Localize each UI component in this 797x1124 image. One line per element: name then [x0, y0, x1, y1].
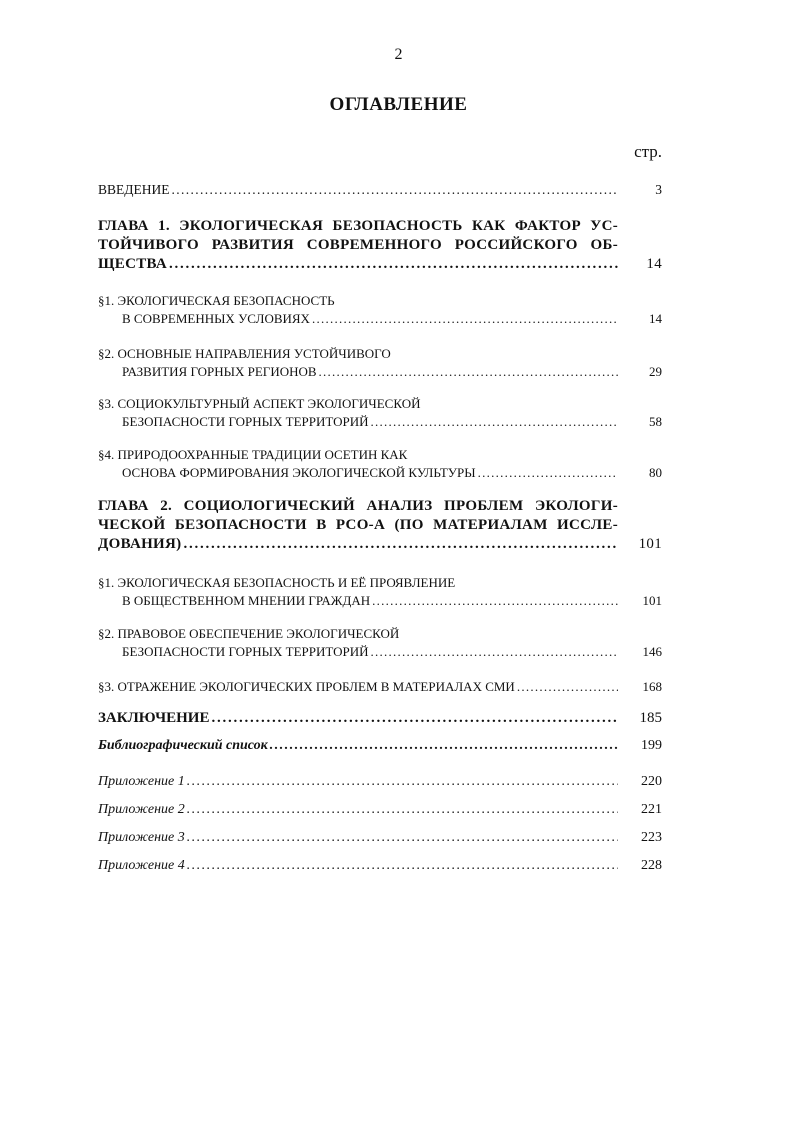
toc-page-number: 14: [649, 311, 662, 326]
toc-entry-title: §3. ОТРАЖЕНИЕ ЭКОЛОГИЧЕСКИХ ПРОБЛЕМ В МАТЕРИАЛАХ СМИ: [98, 679, 515, 694]
dot-leader: [185, 857, 618, 875]
toc-entry-bibliography[interactable]: [98, 737, 662, 755]
toc-page-number: 58: [649, 414, 662, 429]
toc-page-number: 29: [649, 364, 662, 379]
toc-page-number: 101: [638, 536, 662, 552]
toc-page-number: 185: [639, 710, 662, 726]
dot-leader: [169, 181, 618, 199]
toc-entry-line: ГЛАВА 1. ЭКОЛОГИЧЕСКАЯ БЕЗОПАСНОСТЬ КАК ФАКТОР УС-: [98, 218, 618, 234]
toc-entry-ch1-section-4[interactable]: [98, 446, 662, 482]
toc-entry-line: §2. ПРАВОВОЕ ОБЕСПЕЧЕНИЕ ЭКОЛОГИЧЕСКОЙ: [98, 626, 400, 641]
toc-entry-ch1-section-1[interactable]: [98, 292, 662, 328]
toc-entry-line: ЧЕСКОЙ БЕЗОПАСНОСТИ В РСО-А (ПО МАТЕРИАЛАМ ИССЛЕ-: [98, 517, 618, 533]
toc-page-number: 223: [641, 830, 662, 845]
toc-entry-title: Приложение 3: [98, 830, 185, 845]
dot-leader: [185, 829, 618, 847]
toc-entry-appendix-1[interactable]: [98, 773, 662, 791]
toc-page-number: 3: [655, 182, 662, 197]
toc-entry-title: ЩЕСТВА: [98, 256, 168, 272]
dot-leader: [370, 592, 618, 610]
dot-leader: [268, 737, 618, 755]
toc-entry-ch1-section-2[interactable]: [98, 345, 662, 381]
toc-entry-chapter-1[interactable]: [98, 217, 662, 274]
toc-entry-title: Приложение 1: [98, 774, 185, 789]
toc-entry-title: РАЗВИТИЯ ГОРНЫХ РЕГИОНОВ: [122, 364, 317, 379]
toc-entry-title: ДОВАНИЯ): [98, 536, 182, 552]
toc-entry-title: ВВЕДЕНИЕ: [98, 182, 170, 197]
toc-entry-line: §4. ПРИРОДООХРАННЫЕ ТРАДИЦИИ ОСЕТИН КАК: [98, 447, 408, 462]
page-number: 2: [394, 46, 403, 63]
toc-entry-title: В ОБЩЕСТВЕННОМ МНЕНИИ ГРАЖДАН: [122, 593, 371, 608]
dot-leader: [185, 773, 618, 791]
toc-entry-title: ОСНОВА ФОРМИРОВАНИЯ ЭКОЛОГИЧЕСКОЙ КУЛЬТУРЫ: [122, 465, 476, 480]
toc-entry-appendix-2[interactable]: [98, 801, 662, 819]
toc-page-number: 101: [642, 593, 662, 608]
dot-leader: [369, 413, 618, 431]
dot-leader: [185, 801, 618, 819]
toc-entry-line: §1. ЭКОЛОГИЧЕСКАЯ БЕЗОПАСНОСТЬ И ЕЁ ПРОЯВЛЕНИЕ: [98, 575, 456, 590]
dot-leader: [515, 678, 618, 696]
toc-entry-line: ТОЙЧИВОГО РАЗВИТИЯ СОВРЕМЕННОГО РОССИЙСКОГО ОБ-: [98, 237, 618, 253]
toc-entry-chapter-2[interactable]: [98, 497, 662, 554]
toc-page-number: 221: [641, 802, 662, 817]
toc-entry-title: Приложение 2: [98, 802, 185, 817]
toc-entry-ch1-section-3[interactable]: [98, 395, 662, 431]
dot-leader: [209, 709, 618, 727]
toc-entry-line: ГЛАВА 2. СОЦИОЛОГИЧЕСКИЙ АНАЛИЗ ПРОБЛЕМ ЭКОЛОГИ-: [98, 498, 618, 514]
page-title: ОГЛАВЛЕНИЕ: [329, 94, 468, 115]
toc-entry-ch2-section-1[interactable]: [98, 574, 662, 610]
toc-entry-line: §2. ОСНОВНЫЕ НАПРАВЛЕНИЯ УСТОЙЧИВОГО: [98, 346, 391, 361]
toc-entry-title: БЕЗОПАСНОСТИ ГОРНЫХ ТЕРРИТОРИЙ: [122, 644, 369, 659]
dot-leader: [181, 535, 618, 554]
toc-entry-ch2-section-3[interactable]: [98, 678, 662, 696]
toc-entry-ch2-section-2[interactable]: [98, 625, 662, 661]
toc-entry-title: БЕЗОПАСНОСТИ ГОРНЫХ ТЕРРИТОРИЙ: [122, 414, 369, 429]
toc-entry-title: В СОВРЕМЕННЫХ УСЛОВИЯХ: [122, 311, 310, 326]
toc-entry-title: Библиографический список: [98, 738, 268, 753]
toc-entry-line: §3. СОЦИОКУЛЬТУРНЫЙ АСПЕКТ ЭКОЛОГИЧЕСКОЙ: [98, 396, 421, 411]
toc-page-number: 14: [646, 256, 662, 272]
toc-entry-conclusion[interactable]: [98, 709, 662, 727]
toc-entry-title: Приложение 4: [98, 858, 185, 873]
toc-entry-title: ЗАКЛЮЧЕНИЕ: [98, 710, 210, 726]
toc-entry-line: §1. ЭКОЛОГИЧЕСКАЯ БЕЗОПАСНОСТЬ: [98, 293, 335, 308]
toc-entry-appendix-3[interactable]: [98, 829, 662, 847]
toc-page-number: 220: [641, 774, 662, 789]
dot-leader: [476, 464, 618, 482]
toc-entry-appendix-4[interactable]: [98, 857, 662, 875]
toc-entry-introduction[interactable]: [98, 181, 662, 199]
toc-page-number: 228: [641, 858, 662, 873]
page-column-label: стр.: [634, 142, 662, 161]
dot-leader: [310, 310, 618, 328]
toc-page-number: 168: [642, 679, 662, 694]
dot-leader: [317, 363, 618, 381]
dot-leader: [369, 643, 618, 661]
toc-page-number: 146: [642, 644, 662, 659]
dot-leader: [167, 255, 618, 274]
toc-page-number: 80: [649, 465, 662, 480]
toc-page-number: 199: [641, 738, 662, 753]
